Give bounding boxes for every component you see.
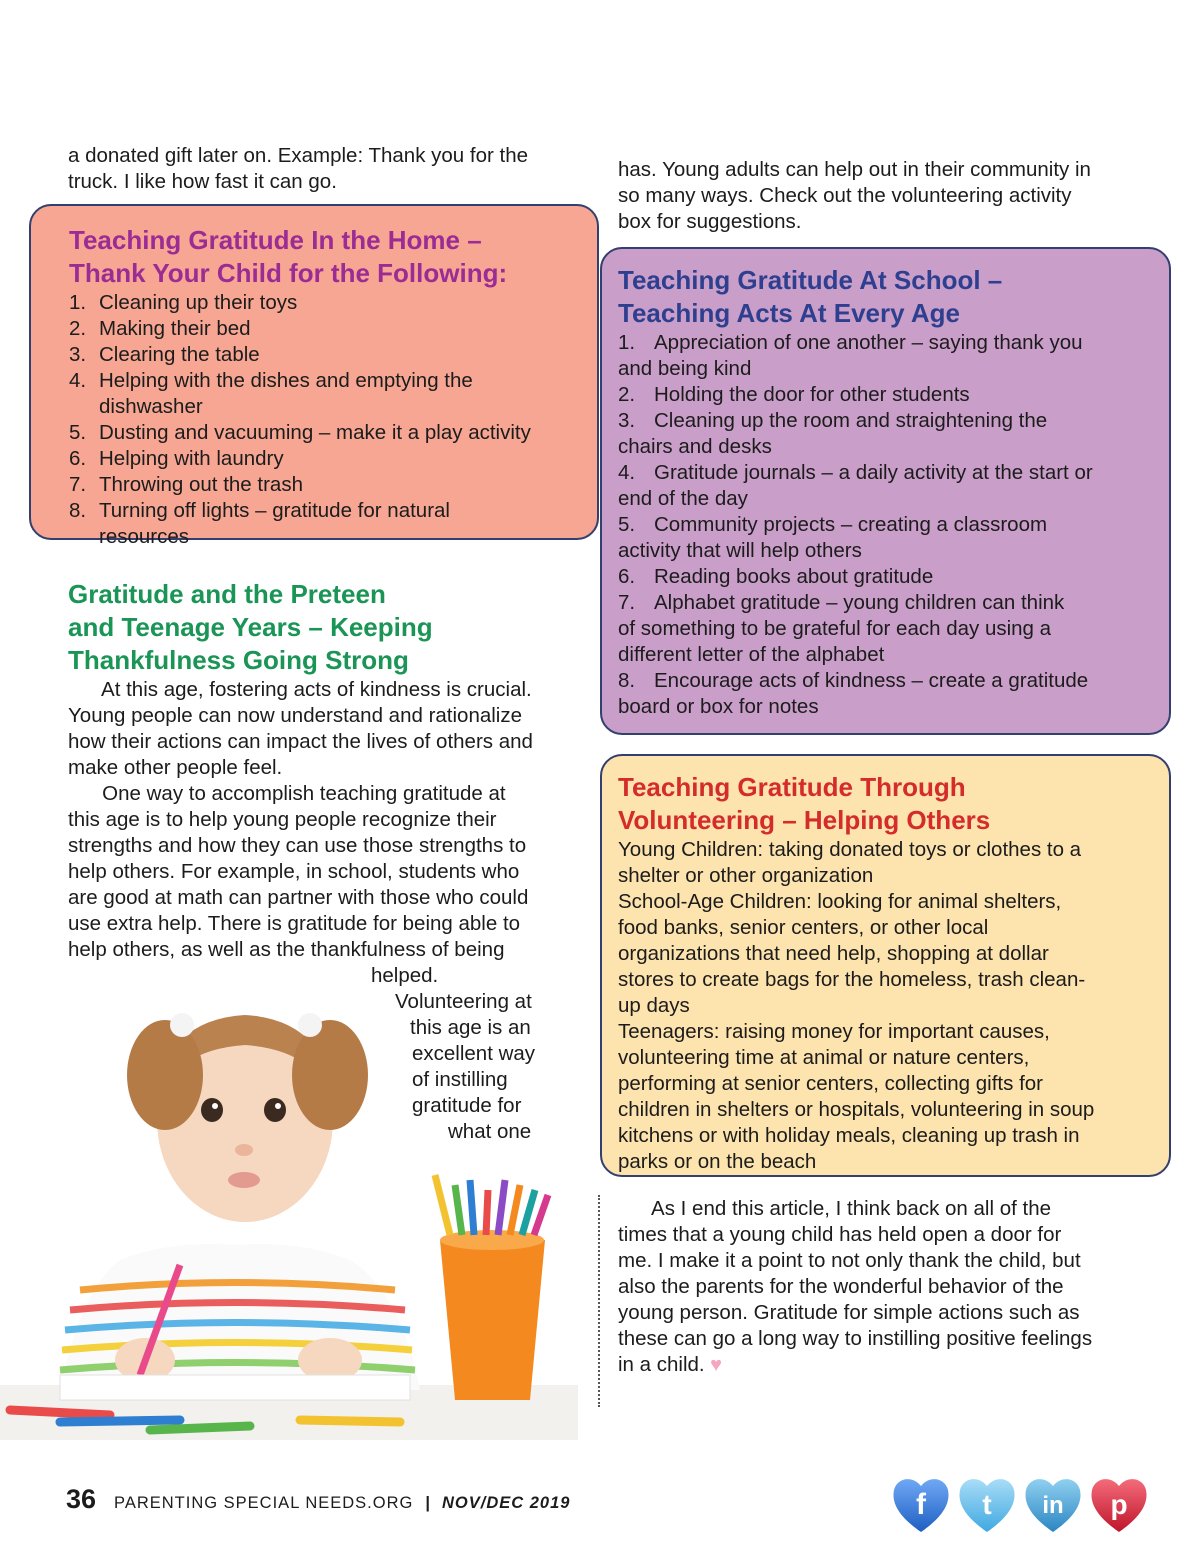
list-text: Helping with the dishes and emptying the dishwasher — [99, 369, 473, 418]
text-line: a donated gift later on. Example: Thank you for the — [68, 144, 529, 167]
text-line: organizations that need help, shopping at dollar — [618, 942, 1049, 965]
text-line: help others, as well as the thankfulness of being — [68, 938, 505, 961]
list-number: 3. — [69, 343, 87, 366]
text-line: performing at senior centers, collecting gifts for — [618, 1072, 1043, 1095]
pinterest-heart-icon[interactable] — [1091, 1479, 1146, 1532]
list-line — [618, 564, 1159, 590]
list-line — [618, 382, 1159, 408]
list-item — [69, 420, 587, 446]
school-box-title-line-1: Teaching Gratitude At School – — [618, 265, 1003, 295]
school-box-title-line-2: Teaching Acts At Every Age — [618, 298, 960, 328]
social-icons — [890, 1470, 1152, 1540]
page-footer — [66, 1484, 570, 1515]
list-number: 8. — [618, 669, 636, 692]
text-line: up days — [618, 994, 690, 1017]
text-line: times that a young child has held open a door for — [618, 1223, 1062, 1246]
preteen-body — [68, 677, 588, 963]
list-text: board or box for notes — [618, 695, 819, 718]
text-line: box for suggestions. — [618, 210, 802, 233]
list-line — [618, 408, 1159, 434]
list-line — [618, 668, 1159, 694]
text-line: truck. I like how fast it can go. — [68, 170, 337, 193]
list-line — [618, 512, 1159, 538]
text-line: are good at math can partner with those who could — [68, 886, 529, 909]
list-text: of something to be grateful for each day using a — [618, 617, 1052, 640]
text-line: how their actions can impact the lives of others and — [68, 730, 533, 753]
text-line: also the parents for the wonderful behavior of the — [618, 1275, 1064, 1298]
text-line: in a child. ♥ — [618, 1353, 723, 1376]
preteen-section — [68, 578, 588, 963]
text-line: what one — [448, 1120, 532, 1143]
text-line: As I end this article, I think back on all of the — [618, 1197, 1052, 1220]
text-line: Teenagers: raising money for important causes, — [618, 1020, 1050, 1043]
list-text: Appreciation of one another – saying thank you — [654, 331, 1083, 354]
list-number: 8. — [69, 499, 87, 522]
preteen-heading-line-3: Thankfulness Going Strong — [68, 645, 409, 675]
text-line: these can go a long way to instilling positive feelings — [618, 1327, 1093, 1350]
text-line: shelter or other organization — [618, 864, 874, 887]
text-line: stores to create bags for the homeless, trash clean- — [618, 968, 1086, 991]
list-number: 7. — [69, 473, 87, 496]
list-number: 3. — [618, 409, 636, 432]
list-number: 5. — [69, 421, 87, 444]
text-line: this age is to help young people recognize their — [68, 808, 497, 831]
heart-icon: ♥ — [704, 1354, 723, 1376]
twitter-heart-icon[interactable] — [959, 1479, 1014, 1532]
list-text: different letter of the alphabet — [618, 643, 885, 666]
school-list — [618, 330, 1159, 720]
text-line: School-Age Children: looking for animal shelters, — [618, 890, 1062, 913]
text-line: kitchens or with holiday meals, cleaning up trash in — [618, 1124, 1080, 1147]
text-line: so many ways. Check out the volunteering activity — [618, 184, 1072, 207]
text-line: Volunteering at — [395, 990, 532, 1013]
closing-body — [618, 1196, 1158, 1378]
list-line — [618, 356, 1159, 382]
list-number: 2. — [69, 317, 87, 340]
svg-text:in: in — [1042, 1492, 1064, 1519]
publication-name: PARENTING SPECIAL NEEDS.ORG — [114, 1494, 414, 1512]
closing-paragraph — [618, 1196, 1158, 1378]
list-text: Cleaning up the room and straightening the — [654, 409, 1048, 432]
list-line — [618, 694, 1159, 720]
text-line: of instilling — [412, 1068, 508, 1091]
text-line: strengths and how they can use those strengths to — [68, 834, 527, 857]
right-column-intro — [618, 157, 1158, 235]
text-line: help others. For example, in school, students who — [68, 860, 520, 883]
text-line: young person. Gratitude for simple actions such as — [618, 1301, 1080, 1324]
list-text: Encourage acts of kindness – create a gratitude — [654, 669, 1089, 692]
list-item — [69, 342, 587, 368]
list-item — [69, 472, 587, 498]
school-gratitude-box — [600, 247, 1171, 735]
list-text: end of the day — [618, 487, 748, 510]
text-line: has. Young adults can help out in their community in — [618, 158, 1091, 181]
list-item — [69, 368, 587, 420]
left-column-intro — [68, 143, 588, 195]
list-text: Helping with laundry — [99, 447, 284, 470]
text-line: food banks, senior centers, or other local — [618, 916, 989, 939]
list-text: Alphabet gratitude – young children can think — [654, 591, 1065, 614]
text-line: volunteering time at animal or nature centers, — [618, 1046, 1030, 1069]
list-number: 2. — [618, 383, 636, 406]
list-text: Reading books about gratitude — [654, 565, 934, 588]
home-box-title-line-1: Teaching Gratitude In the Home – — [69, 225, 482, 255]
text-line: Young people can now understand and rationalize — [68, 704, 523, 727]
list-text: and being kind — [618, 357, 752, 380]
text-line: Young Children: taking donated toys or clothes to a — [618, 838, 1082, 861]
text-line: At this age, fostering acts of kindness is crucial. — [68, 678, 532, 701]
list-line — [618, 434, 1159, 460]
list-item — [69, 446, 587, 472]
list-text: chairs and desks — [618, 435, 772, 458]
list-line — [618, 538, 1159, 564]
text-line: me. I make it a point to not only thank the child, but — [618, 1249, 1081, 1272]
list-line — [618, 460, 1159, 486]
list-text: Dusting and vacuuming – make it a play activity — [99, 421, 531, 444]
list-number: 4. — [618, 461, 636, 484]
list-item — [69, 498, 587, 550]
list-line — [618, 486, 1159, 512]
text-line: excellent way — [412, 1042, 536, 1065]
list-number: 1. — [618, 331, 636, 354]
list-number: 5. — [618, 513, 636, 536]
list-number: 4. — [69, 369, 87, 392]
footer-separator: | — [425, 1494, 430, 1512]
volunteering-box — [600, 754, 1171, 1177]
list-line — [618, 616, 1159, 642]
list-line — [618, 330, 1159, 356]
preteen-heading-line-2: and Teenage Years – Keeping — [68, 612, 433, 642]
list-text: Throwing out the trash — [99, 473, 303, 496]
svg-text:p: p — [1110, 1489, 1128, 1520]
list-text: Cleaning up their toys — [99, 291, 298, 314]
list-line — [618, 642, 1159, 668]
vol-box-title-line-2: Volunteering – Helping Others — [618, 805, 991, 835]
list-text: Making their bed — [99, 317, 251, 340]
issue-date: NOV/DEC 2019 — [441, 1494, 571, 1512]
text-line: gratitude for — [412, 1094, 522, 1117]
home-box-title-line-2: Thank Your Child for the Following: — [69, 258, 508, 288]
text-line: use extra help. There is gratitude for being able to — [68, 912, 521, 935]
text-line: parks or on the beach — [618, 1150, 817, 1173]
list-text: Turning off lights – gratitude for natural resources — [99, 499, 450, 548]
list-number: 6. — [69, 447, 87, 470]
list-text: Holding the door for other students — [654, 383, 970, 406]
dotted-divider — [598, 1195, 600, 1407]
home-list — [69, 290, 587, 550]
facebook-heart-icon[interactable] — [893, 1479, 948, 1532]
text-line: One way to accomplish teaching gratitude at — [68, 782, 506, 805]
svg-text:t: t — [982, 1489, 992, 1520]
list-number: 6. — [618, 565, 636, 588]
list-item — [69, 316, 587, 342]
text-line: this age is an — [410, 1016, 531, 1039]
list-number: 7. — [618, 591, 636, 614]
text-line: make other people feel. — [68, 756, 283, 779]
linkedin-heart-icon[interactable] — [1025, 1479, 1080, 1532]
text-line: helped. — [371, 964, 439, 987]
list-text: Clearing the table — [99, 343, 260, 366]
list-text: activity that will help others — [618, 539, 862, 562]
list-line — [618, 590, 1159, 616]
text-line: children in shelters or hospitals, volunteering in soup — [618, 1098, 1095, 1121]
volunteering-text — [618, 837, 1159, 1175]
list-text: Gratitude journals – a daily activity at the start or — [654, 461, 1093, 484]
list-item — [69, 290, 587, 316]
home-gratitude-box — [29, 204, 599, 548]
svg-text:f: f — [916, 1488, 926, 1521]
list-number: 1. — [69, 291, 87, 314]
vol-box-title-line-1: Teaching Gratitude Through — [618, 772, 966, 802]
page-number: 36 — [66, 1484, 97, 1514]
list-text: Community projects – creating a classroom — [654, 513, 1048, 536]
preteen-heading-line-1: Gratitude and the Preteen — [68, 579, 386, 609]
